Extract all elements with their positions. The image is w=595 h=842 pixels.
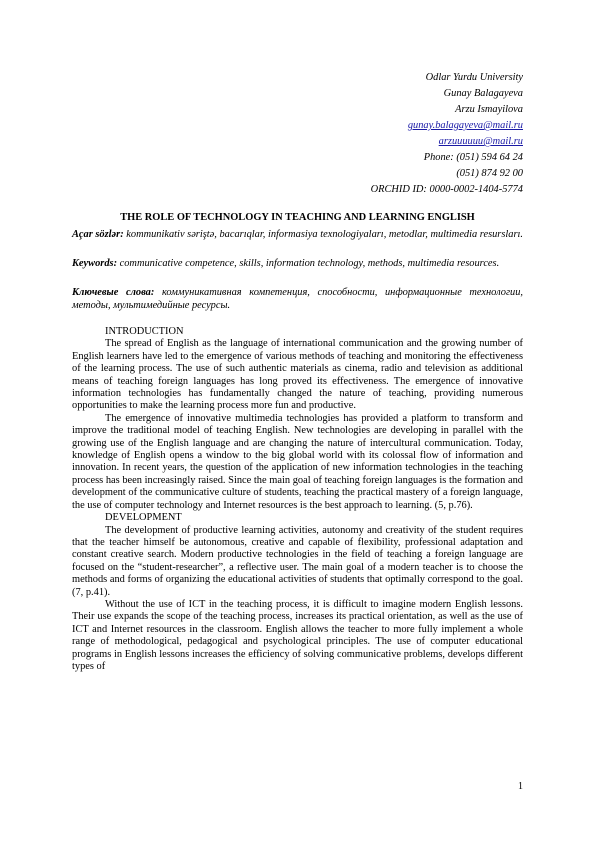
keywords-ru-label: Ключевые слова: bbox=[72, 287, 155, 298]
paragraph: The emergence of innovative multimedia technologies has provided a platform to transform and improve the traditional model of teaching English. New technologies are developing in parallel with the growing use of the English language and are changing the nature of intercultural communication. Today, knowledge of English opens a window to the big global world with its colossal flow of information and innovation. In recent years, the question of the application of new information technologies in the teaching process has been increasingly raised. Since the main goal of teaching foreign languages is the formation and development of the communicative culture of students, teaching the practical mastery of a foreign language, the use of computer technology and Internet resources is the best approach to learning. (5, p.76). bbox=[72, 412, 523, 511]
paper-title: THE ROLE OF TECHNOLOGY IN TEACHING AND LEARNING ENGLISH bbox=[120, 212, 475, 223]
author-name: Arzu Ismayilova bbox=[455, 104, 523, 115]
keywords-az-label: Açar sözlər: bbox=[72, 229, 124, 240]
section-heading-introduction: INTRODUCTION bbox=[105, 326, 184, 337]
paper-body bbox=[72, 326, 523, 673]
keywords-en-text: communicative competence, skills, information technology, methods, multimedia resources. bbox=[117, 258, 500, 269]
keywords-ru bbox=[72, 286, 523, 312]
keywords-en-label: Keywords: bbox=[72, 258, 118, 269]
paragraph: Without the use of ICT in the teaching process, it is difficult to imagine modern English lessons. Their use expands the scope of the teaching process, increases its practical orientation, as well as the use of ICT and Internet resources in the classroom. English allows the teacher to more fully implement a whole range of methodological, pedagogical and psychological principles. The use of computer educational programs in English lessons increases the efficiency of solving communicative problems, develops different types of bbox=[72, 598, 523, 672]
keywords-en bbox=[72, 257, 523, 270]
university-name: Odlar Yurdu University bbox=[425, 72, 523, 83]
paragraph: The development of productive learning activities, autonomy and creativity of the student requires that the teacher himself be autonomous, creative and capable of flexibility, professional adaptation and constant creative search. Modern productive technologies in the field of teaching a foreign language are focused on the “student-researcher”, a reflective user. The main goal of a modern teacher is to choose the methods and forms of organizing the educational activities of students that optimally correspond to the goal. (7, p.41). bbox=[72, 524, 523, 598]
orcid-id: ORCHID ID: 0000-0002-1404-5774 bbox=[370, 184, 523, 195]
author-block bbox=[371, 70, 523, 198]
email-link[interactable]: gunay.balagayeva@mail.ru bbox=[407, 120, 523, 131]
email-link[interactable]: arzuuuuuu@mail.ru bbox=[438, 136, 523, 147]
keywords-az bbox=[72, 228, 523, 241]
phone-number: (051) 874 92 00 bbox=[456, 168, 523, 179]
keywords-az-text: kommunikativ səriştə, bacarıqlar, informasiya texnologiyaları, metodlar, multimedia resursları. bbox=[123, 229, 524, 240]
keywords-ru-text: коммуникативная компетенция, способности, информационные технологии, методы, мультимедийные ресурсы. bbox=[72, 287, 524, 312]
author-name: Gunay Balagayeva bbox=[443, 88, 523, 99]
page-number: 1 bbox=[518, 781, 523, 792]
paragraph: The spread of English as the language of international communication and the growing number of English learners have led to the emergence of various methods of teaching and monitoring the effectiveness of the learning process. The use of such authentic materials as cinema, radio and television as additional means of teaching foreign languages has long proved its effectiveness. The emergence of innovative information technologies has fundamentally changed the nature of teaching, providing numerous opportunities to make the learning process more fun and productive. bbox=[72, 338, 523, 412]
phone-number: Phone: (051) 594 64 24 bbox=[423, 152, 523, 163]
section-heading-development: DEVELOPMENT bbox=[105, 512, 182, 524]
